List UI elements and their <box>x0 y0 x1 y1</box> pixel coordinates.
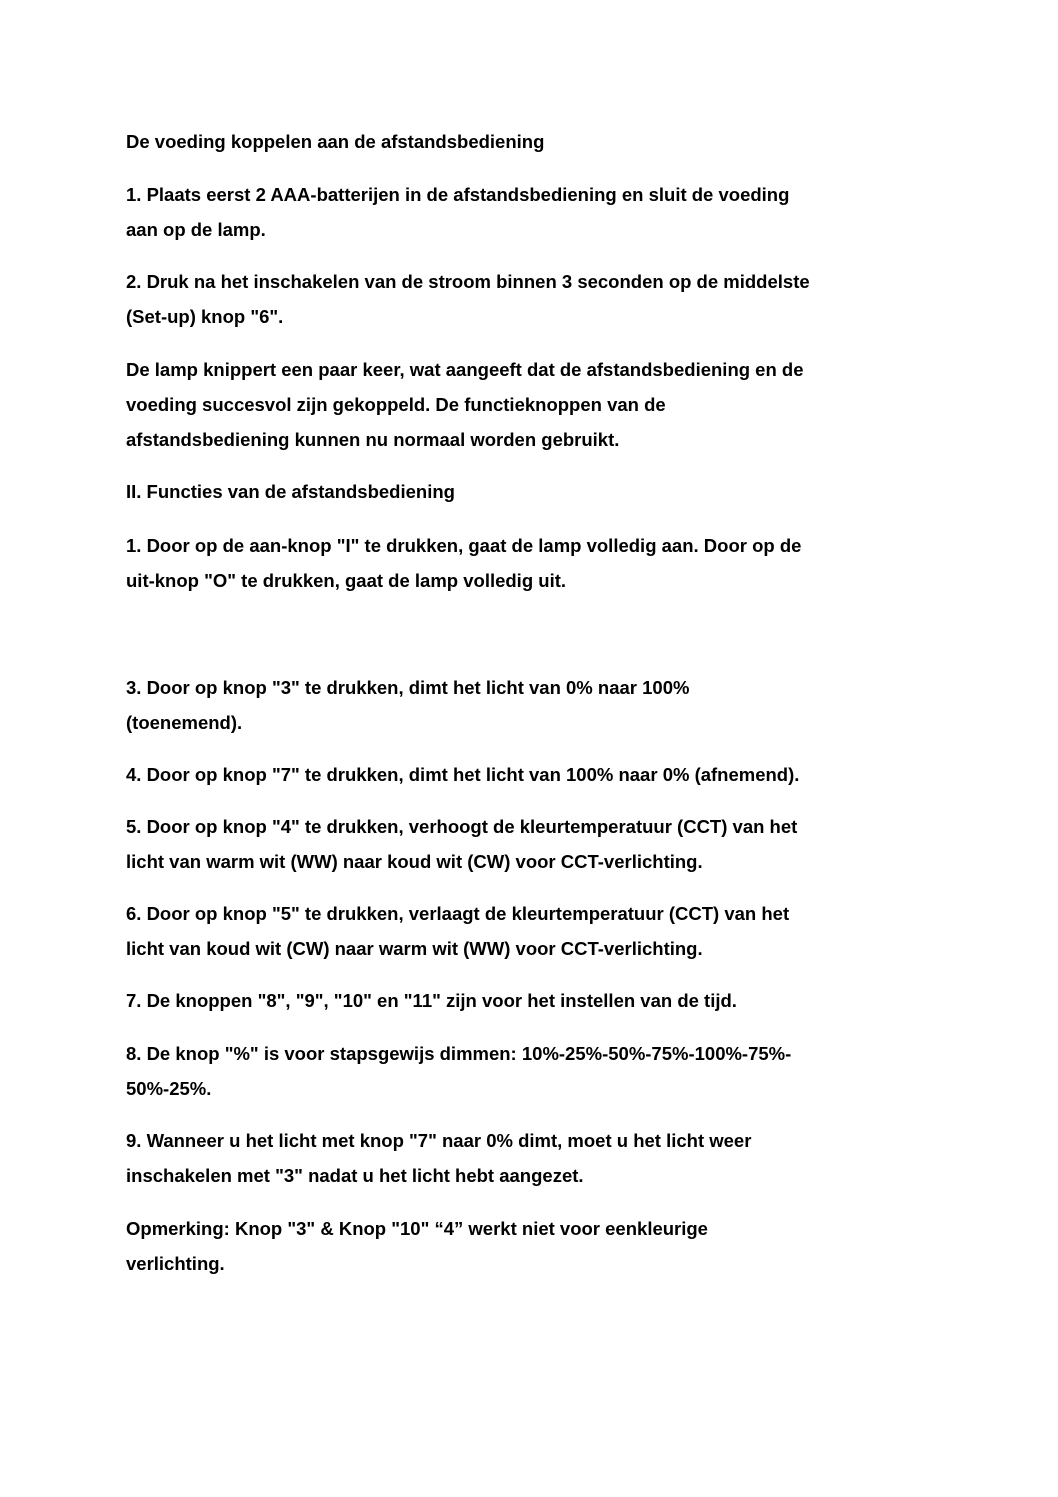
paragraph <box>126 1123 751 1193</box>
text-line: De voeding koppelen aan de afstandsbediening <box>126 131 545 152</box>
text-line: 7. De knoppen "8", "9", "10" en "11" zijn voor het instellen van de tijd. <box>126 990 737 1011</box>
text-line: uit-knop "O" te drukken, gaat de lamp volledig uit. <box>126 570 567 591</box>
paragraph <box>126 177 789 247</box>
text-line: 5. Door op knop "4" te drukken, verhoogt de kleurtemperatuur (CCT) van het <box>126 816 798 837</box>
paragraph <box>126 264 810 334</box>
text-line: voeding succesvol zijn gekoppeld. De functieknoppen van de <box>126 394 666 415</box>
text-line: 9. Wanneer u het licht met knop "7" naar 0% dimt, moet u het licht weer <box>126 1130 752 1151</box>
paragraph <box>126 670 689 740</box>
text-line: 1. Plaats eerst 2 AAA-batterijen in de afstandsbediening en sluit de voeding <box>126 184 790 205</box>
paragraph <box>126 1211 708 1281</box>
paragraph <box>126 983 737 1018</box>
paragraph <box>126 896 789 966</box>
paragraph <box>126 1036 791 1106</box>
section-heading <box>126 124 544 159</box>
text-line: (Set-up) knop "6". <box>126 306 284 327</box>
text-line: 1. Door op de aan-knop "I" te drukken, gaat de lamp volledig aan. Door op de <box>126 535 802 556</box>
paragraph <box>126 528 801 598</box>
text-line: aan op de lamp. <box>126 219 266 240</box>
text-line: verlichting. <box>126 1253 225 1274</box>
text-line: 50%-25%. <box>126 1078 212 1099</box>
text-line: 6. Door op knop "5" te drukken, verlaagt de kleurtemperatuur (CCT) van het <box>126 903 790 924</box>
text-line: 2. Druk na het inschakelen van de stroom binnen 3 seconden op de middelste <box>126 271 810 292</box>
text-line: licht van koud wit (CW) naar warm wit (WW) voor CCT-verlichting. <box>126 938 703 959</box>
section-heading <box>126 474 455 509</box>
text-line: II. Functies van de afstandsbediening <box>126 481 455 502</box>
text-line: De lamp knippert een paar keer, wat aangeeft dat de afstandsbediening en de <box>126 359 804 380</box>
text-line: 3. Door op knop "3" te drukken, dimt het licht van 0% naar 100% <box>126 677 690 698</box>
paragraph <box>126 352 804 457</box>
paragraph <box>126 809 797 879</box>
text-line: afstandsbediening kunnen nu normaal worden gebruikt. <box>126 429 620 450</box>
paragraph <box>126 757 799 792</box>
text-line: Opmerking: Knop "3" & Knop "10" “4” werkt niet voor eenkleurige <box>126 1218 708 1239</box>
text-line: 4. Door op knop "7" te drukken, dimt het licht van 100% naar 0% (afnemend). <box>126 764 800 785</box>
text-line: 8. De knop "%" is voor stapsgewijs dimmen: 10%-25%-50%-75%-100%-75%- <box>126 1043 792 1064</box>
text-line: licht van warm wit (WW) naar koud wit (CW) voor CCT-verlichting. <box>126 851 703 872</box>
text-line: (toenemend). <box>126 712 243 733</box>
text-line: inschakelen met "3" nadat u het licht hebt aangezet. <box>126 1165 584 1186</box>
